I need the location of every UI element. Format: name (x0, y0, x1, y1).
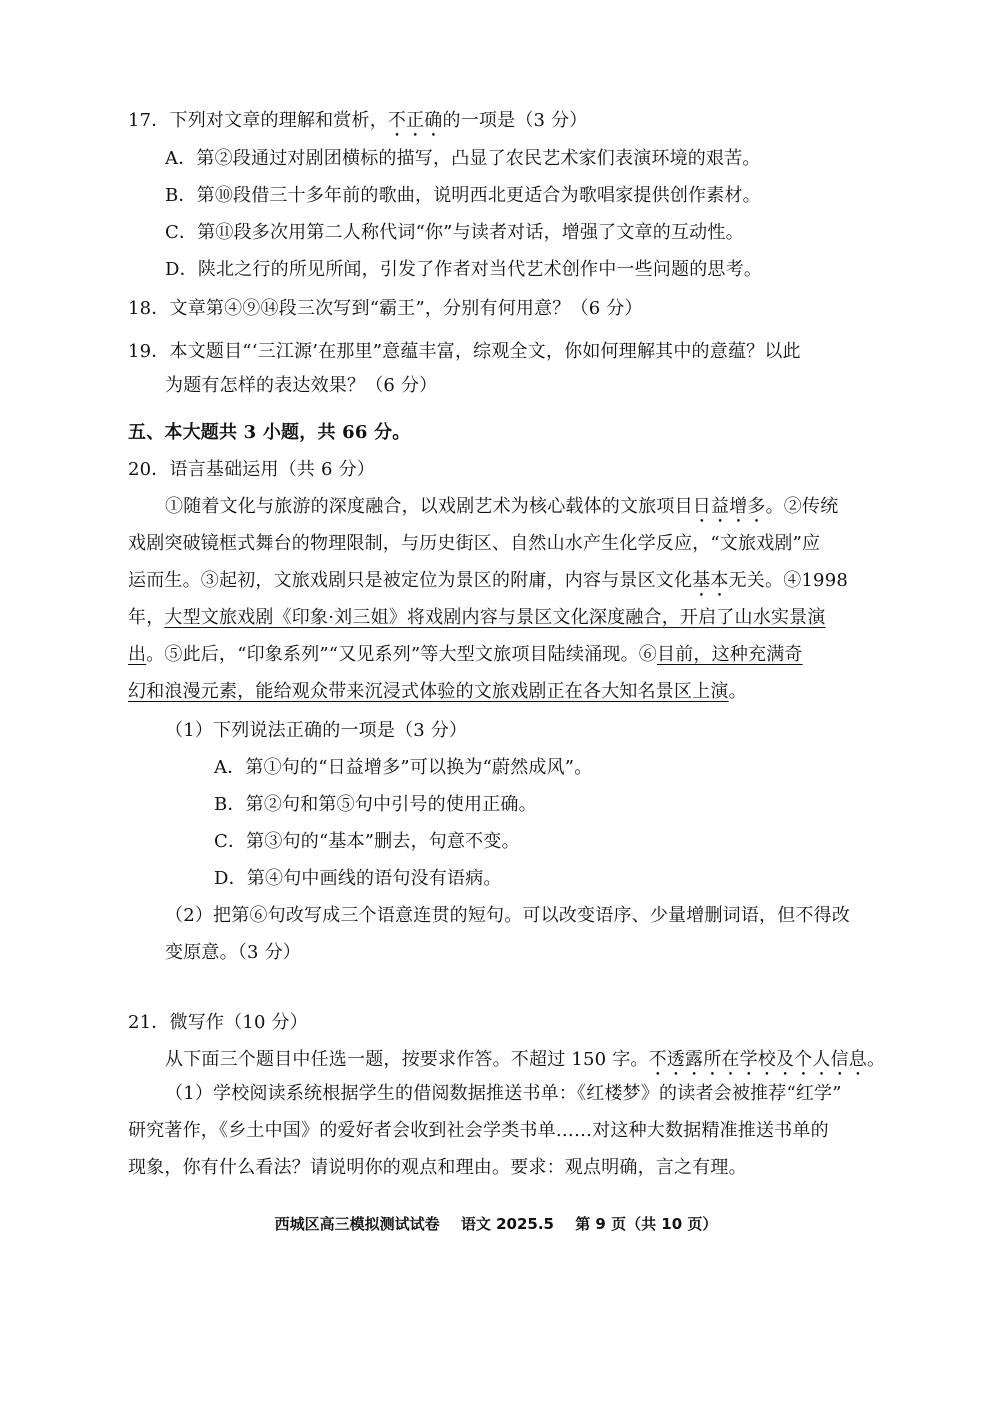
q18-stem: 18．文章第④⑨⑭段三次写到“霸王”，分别有何用意？（6 分） (128, 298, 643, 319)
q17-option-d: D．陕北之行的所见所闻，引发了作者对当代艺术创作中一些问题的思考。 (165, 259, 763, 280)
q19-stem-line2: 为题有怎样的表达效果？（6 分） (165, 375, 438, 396)
q20-sub1-option-d: D．第④句中画线的语句没有语病。 (214, 868, 502, 889)
q20-sub1-option-b: B．第②句和第⑤句中引号的使用正确。 (214, 794, 537, 815)
underlined-sentence: 大型文旅戏剧《印象·刘三姐》将戏剧内容与景区文化深度融合，开启了山水实景演 (164, 607, 826, 628)
q20-sub1: （1）下列说法正确的一项是（3 分） (165, 720, 468, 741)
q17-stem: 17．下列对文章的理解和赏析，不正确的一项是（3 分） (128, 110, 588, 131)
q20-sub2-line2: 变原意。（3 分） (165, 942, 301, 963)
emphasis-dots: 不正确 (387, 110, 443, 131)
q20-sub2-line1: （2）把第⑥句改写成三个语意连贯的短句。可以改变语序、少量增删词语，但不得改 (165, 905, 851, 926)
page-footer (0, 1213, 992, 1234)
q21-title: 21．微写作（10 分） (128, 1012, 308, 1033)
q21-option1-line3: 现象，你有什么看法？请说明你的观点和理由。要求：观点明确，言之有理。 (128, 1157, 747, 1178)
q17-option-a: A．第②段通过对剧团横标的描写，凸显了农民艺术家们表演环境的艰苦。 (165, 148, 761, 169)
q20-passage-line5: 出。⑤此后，“印象系列”“又见系列”等大型文旅项目陆续涌现。⑥目前，这种充满奇 (128, 644, 803, 665)
q20-sub1-option-c: C．第③句的“基本”删去，句意不变。 (214, 831, 520, 852)
q20-passage-line6: 幻和浪漫元素，能给观众带来沉浸式体验的文旅戏剧正在各大知名景区上演。 (128, 681, 747, 702)
section-heading: 五、本大题共 3 小题，共 66 分。 (128, 422, 411, 443)
footer-subject: 语文 2025.5 (460, 1215, 554, 1233)
q17-option-c: C．第⑪段多次用第二人称代词“你”与读者对话，增强了文章的互动性。 (165, 222, 744, 243)
underlined-sentence: 幻和浪漫元素，能给观众带来沉浸式体验的文旅戏剧正在各大知名景区上演 (128, 681, 729, 702)
q20-passage-line3: 运而生。③起初，文旅戏剧只是被定位为景区的附庸，内容与景区文化基本无关。④1998 (128, 570, 849, 591)
emphasis-dots: 不透露所在学校及个人信息 (648, 1049, 868, 1070)
underlined-sentence: 目前，这种充满奇 (657, 644, 803, 665)
q20-passage-line1: ①随着文化与旅游的深度融合，以戏剧艺术为核心载体的文旅项目日益增多。②传统 (165, 496, 839, 517)
q20-title: 20．语言基础运用（共 6 分） (128, 459, 375, 480)
emphasis-dots: 基本 (692, 570, 729, 591)
footer-exam-name: 西城区高三模拟测试试卷 (274, 1215, 440, 1233)
q17-option-b: B．第⑩段借三十多年前的歌曲，说明西北更适合为歌唱家提供创作素材。 (165, 185, 761, 206)
q21-option1-line2: 研究著作，《乡土中国》的爱好者会收到社会学类书单……对这种大数据精准推送书单的 (128, 1120, 829, 1141)
q21-option1-line1: （1）学校阅读系统根据学生的借阅数据推送书单：《红楼梦》的读者会被推荐“红学” (165, 1083, 842, 1104)
underlined-sentence: 出 (128, 644, 147, 665)
q20-sub1-option-a: A．第①句的“日益增多”可以换为“蔚然成风”。 (214, 757, 593, 778)
q19-stem-line1: 19．本文题目“‘三江源’在那里”意蕴丰富，综观全文，你如何理解其中的意蕴？以此 (128, 341, 801, 362)
q20-passage-line2: 戏剧突破镜框式舞台的物理限制，与历史街区、自然山水产生化学反应，“文旅戏剧”应 (128, 533, 821, 554)
q21-intro: 从下面三个题目中任选一题，按要求作答。不超过 150 字。不透露所在学校及个人信息。 (165, 1049, 886, 1070)
footer-page-number: 第 9 页（共 10 页） (575, 1215, 718, 1233)
emphasis-dots: 日益增多 (692, 496, 766, 517)
q20-passage-line4: 年，大型文旅戏剧《印象·刘三姐》将戏剧内容与景区文化深度融合，开启了山水实景演 (128, 607, 826, 628)
